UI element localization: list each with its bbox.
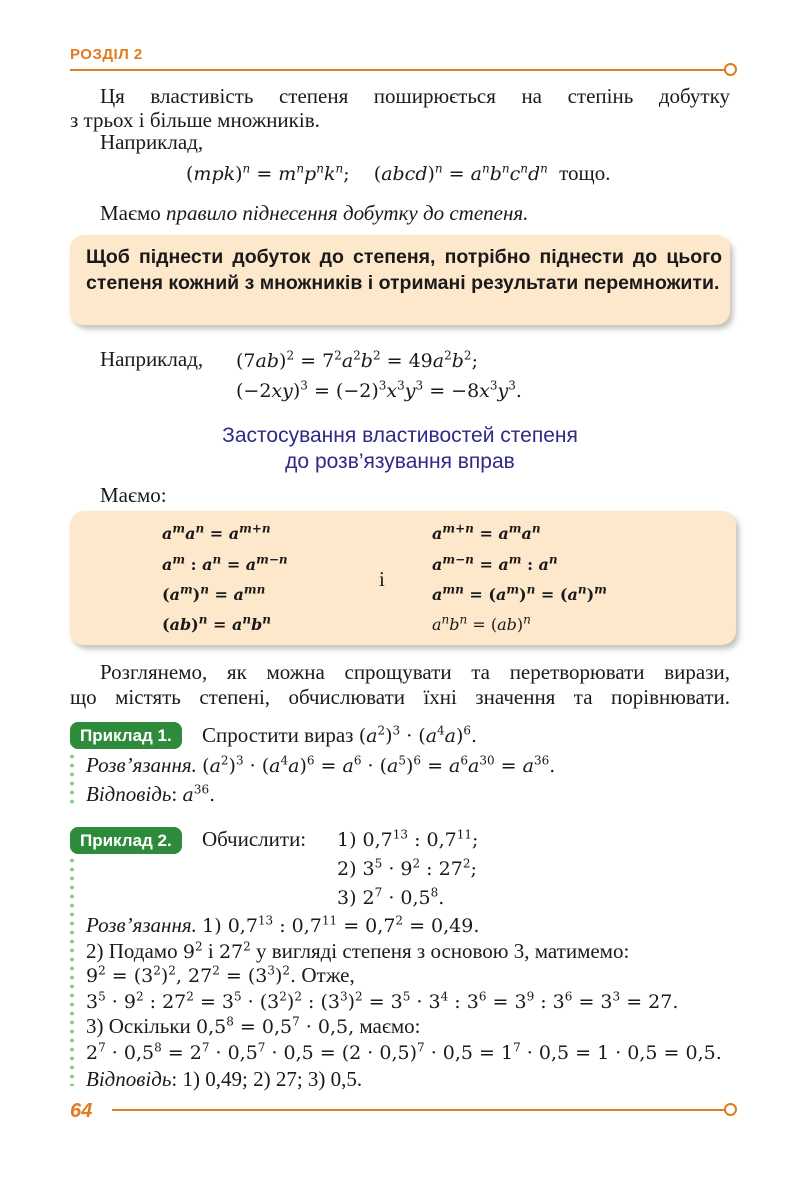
example-2-task: Обчислити: [202, 827, 307, 851]
example-1-answer-label: Відповідь [86, 782, 172, 806]
formula-right-2: $a^{m-n} = a^m$ : $a^n$ [432, 552, 558, 574]
formula-left-3: $(a^m)^n = a^{mn}$ [162, 582, 266, 604]
example-2-solution-2c: $3^5 \cdot 9^2$ : $27^2 = 3^5 \cdot (3^2)^2$ : $(3^3)^2 = 3^5 \cdot 3^4$ : $3^6 = 3^9$ : $3^6 = 3^3 = 27$. [86, 989, 679, 1013]
have-label: Маємо: [100, 483, 167, 507]
tail-word: тощо. [559, 161, 611, 185]
example-2-answer: Відповідь: 1) 0,49; 2) 27; 3) 0,5. [86, 1067, 363, 1091]
section-label: РОЗДІЛ 2 [70, 46, 143, 63]
example-1-solution-label: Розв’язання. [86, 753, 197, 777]
example-word-2: Наприклад, [100, 347, 204, 371]
rule-box-text: Щоб піднести добуток до степеня, потрібно піднести до цього степеня кожний з множників і отримані результати перемножити. [86, 246, 722, 294]
example-formula-2: $(-2xy)^3 = (-2)^3x^3y^3 = -8x^3y^3$. [236, 378, 522, 402]
example-1-task-text: Спростити вираз [202, 723, 354, 747]
footer-rule [112, 1109, 726, 1111]
example-2-solution-2b: $9^2 = (3^2)^2$, $27^2 = (3^3)^2$. Отже, [86, 963, 355, 987]
example-2-badge: Приклад 2. [70, 827, 182, 854]
header-rule-end-icon [724, 63, 737, 76]
example-2-item-1: 1) $0,7^{13}$ : $0,7^{11}$; [337, 827, 479, 851]
s2-text-1: 2) Подамо [86, 939, 178, 963]
formula-right-3: $a^{mn} = (a^m)^n = (a^n)^m$ [432, 582, 607, 604]
example-2-solution-1: Розв’язання. 1) $0,7^{13}$ : $0,7^{11} = 0,7^2 = 0,49$. [86, 913, 480, 937]
formula-right-4: $a^nb^n = (ab)^n$ [432, 612, 531, 634]
intro-line-1: Ця властивість степеня поширюється на степінь добутку [100, 84, 730, 108]
example-1-answer: Відповідь: $a^{36}$. [86, 782, 216, 806]
s2-text-3: у вигляді степеня з основою 3, матимемо: [256, 939, 630, 963]
example-2-solution-3: 3) Оскільки $0,5^8 = 0,5^7 \cdot 0,5$, маємо: [86, 1014, 421, 1038]
footer-rule-end-icon [724, 1103, 737, 1116]
rule-intro-prefix: Маємо [100, 201, 161, 225]
s3-suffix: маємо: [359, 1014, 421, 1038]
example-2-item-3: 3) $2^7 \cdot 0,5^8$. [337, 885, 445, 909]
consider-line-2: що містять степені, обчислювати їхні значення та порівнювати. [70, 685, 730, 709]
example-2-answer-label: Відповідь [86, 1067, 172, 1091]
formula-right-1: $a^{m+n} = a^ma^n$ [432, 521, 541, 543]
formula-left-1: $a^ma^n = a^{m+n}$ [162, 521, 271, 543]
example-2-answer-value: 1) 0,49; 2) 27; 3) 0,5. [182, 1067, 363, 1091]
s2-text-2: і [207, 939, 214, 963]
page-number: 64 [70, 1100, 93, 1122]
consider-line-1: Розглянемо, як можна спрощувати та перетворювати вирази, [100, 660, 730, 684]
section-heading-line-2: до розв’язування вправ [285, 450, 515, 473]
example-2-dots [70, 856, 74, 1086]
formula-connector: і [379, 567, 385, 591]
example-word-1: Наприклад, [100, 130, 204, 154]
rule-intro-emphasis: правило піднесення добутку до степеня. [166, 201, 529, 225]
example-2-solution-3b: $2^7 \cdot 0,5^8 = 2^7 \cdot 0,5^7 \cdot 0,5 = (2 \cdot 0,5)^7 \cdot 0,5 = 1^7 \cdot 0,5 = 1 \cdot 0,5 = 0,5$. [86, 1040, 722, 1064]
s3-prefix: 3) Оскільки [86, 1014, 191, 1038]
example-1-dots [70, 752, 74, 806]
example-1-task: Спростити вираз $(a^2)^3 \cdot (a^4a)^6$. [202, 723, 478, 747]
formula-left-2: $a^m$ : $a^n = a^{m-n}$ [162, 552, 288, 574]
formula-left-4: $(ab)^n = a^nb^n$ [162, 612, 272, 634]
formula-product-power: $(mpk)^n = m^np^nk^n$; (abcd)$^n$ = $a^nb^nc^nd^n$ тощо. [186, 161, 611, 185]
section-heading-line-1: Застосування властивостей степеня [222, 424, 578, 447]
example-formula-1: $(7ab)^2 = 7^2a^2b^2 = 49a^2b^2$; [236, 348, 478, 372]
header-rule [70, 69, 726, 71]
example-1-solution: Розв’язання. $(a^2)^3 \cdot (a^4a)^6 = a^6 \cdot (a^5)^6 = a^6a^{30} = a^{36}$. [86, 753, 556, 777]
example-2-solution-label: Розв’язання. [86, 913, 197, 937]
intro-line-2: з трьох і більше множників. [70, 108, 320, 132]
example-2-item-2: 2) $3^5 \cdot 9^2$ : $27^2$; [337, 856, 477, 880]
therefore-word: Отже, [301, 963, 355, 987]
rule-intro [100, 200, 528, 227]
example-2-solution-2: 2) Подамо $9^2$ і $27^2$ у вигляді степеня з основою 3, матимемо: [86, 939, 630, 963]
example-1-badge: Приклад 1. [70, 722, 182, 749]
